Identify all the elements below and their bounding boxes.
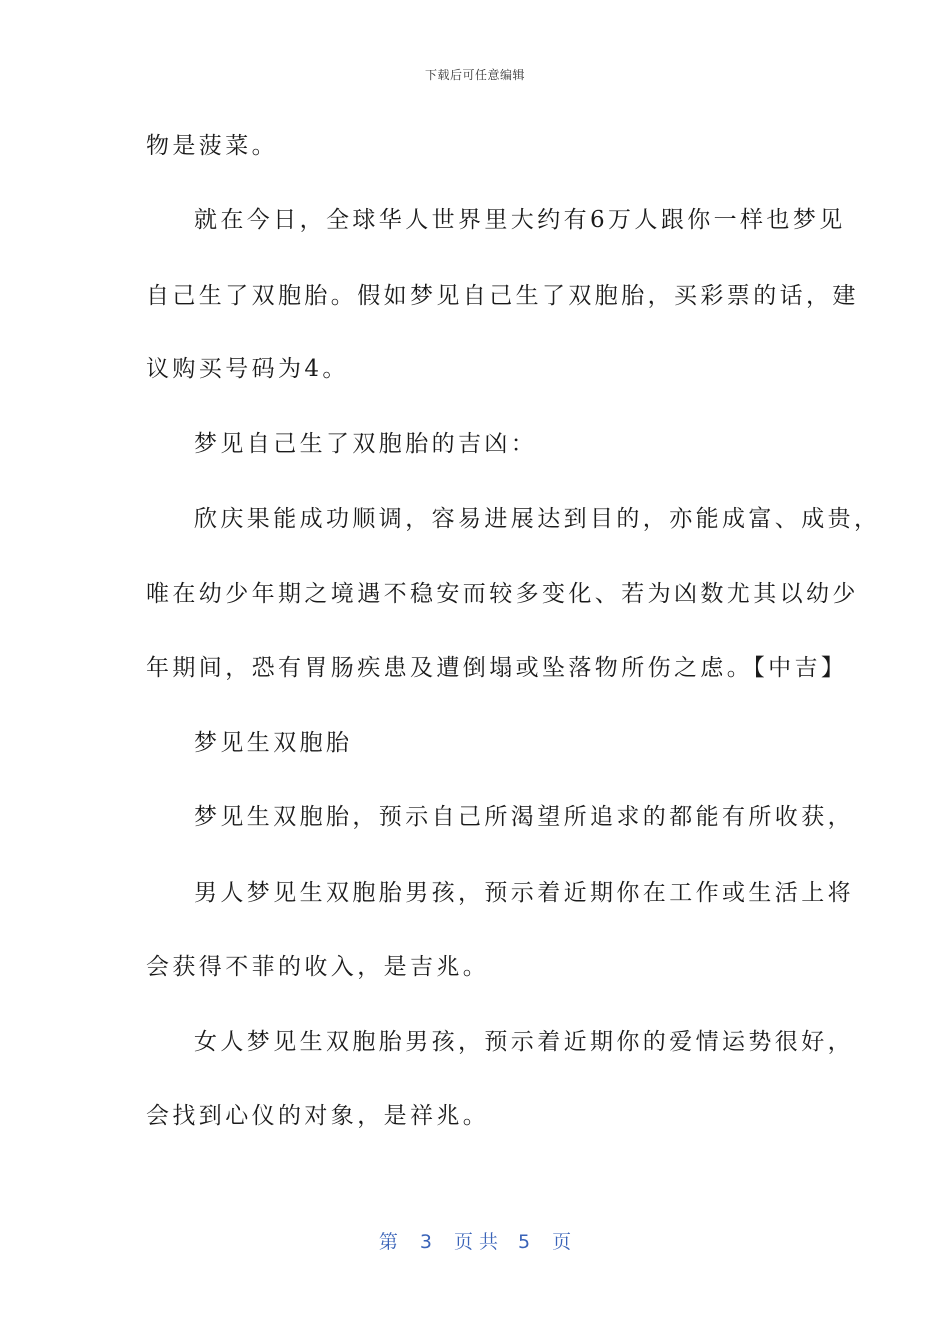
current-page-number: 3 xyxy=(419,1231,432,1253)
page-header: 下载后可任意编辑 xyxy=(424,68,525,82)
total-pages-number: 5 xyxy=(518,1231,531,1253)
text-line: 会获得不菲的收入，是吉兆。 xyxy=(146,954,490,980)
page-footer xyxy=(0,1227,950,1254)
section-heading: 梦见生双胞胎 xyxy=(194,730,353,756)
footer-suffix: 页 xyxy=(552,1231,572,1253)
paragraph-line: 男人梦见生双胞胎男孩，预示着近期你在工作或生活上将 xyxy=(194,880,854,906)
text-line: 唯在幼少年期之境遇不稳安而较多变化、若为凶数尤其以幼少 xyxy=(146,581,859,607)
paragraph-line: 女人梦见生双胞胎男孩，预示着近期你的爱情运势很好， xyxy=(194,1029,854,1055)
text-line: 自己生了双胞胎。假如梦见自己生了双胞胎，买彩票的话，建 xyxy=(146,283,859,309)
paragraph-line: 就在今日，全球华人世界里大约有6万人跟你一样也梦见 xyxy=(194,207,846,233)
text-line: 年期间，恐有胃肠疾患及遭倒塌或坠落物所伤之虑。【中吉】 xyxy=(146,655,848,681)
text-line: 会找到心仪的对象，是祥兆。 xyxy=(146,1103,490,1129)
text-line: 物是菠菜。 xyxy=(146,133,278,159)
paragraph-line: 梦见生双胞胎，预示自己所渴望所追求的都能有所收获， xyxy=(194,804,854,830)
paragraph-line: 欣庆果能成功顺调，容易进展达到目的，亦能成富、成贵， xyxy=(194,506,881,532)
footer-prefix: 第 xyxy=(378,1231,398,1253)
footer-middle: 页共 xyxy=(453,1231,504,1253)
paragraph-line: 梦见自己生了双胞胎的吉凶： xyxy=(194,431,538,457)
text-line: 议购买号码为4。 xyxy=(146,356,349,382)
